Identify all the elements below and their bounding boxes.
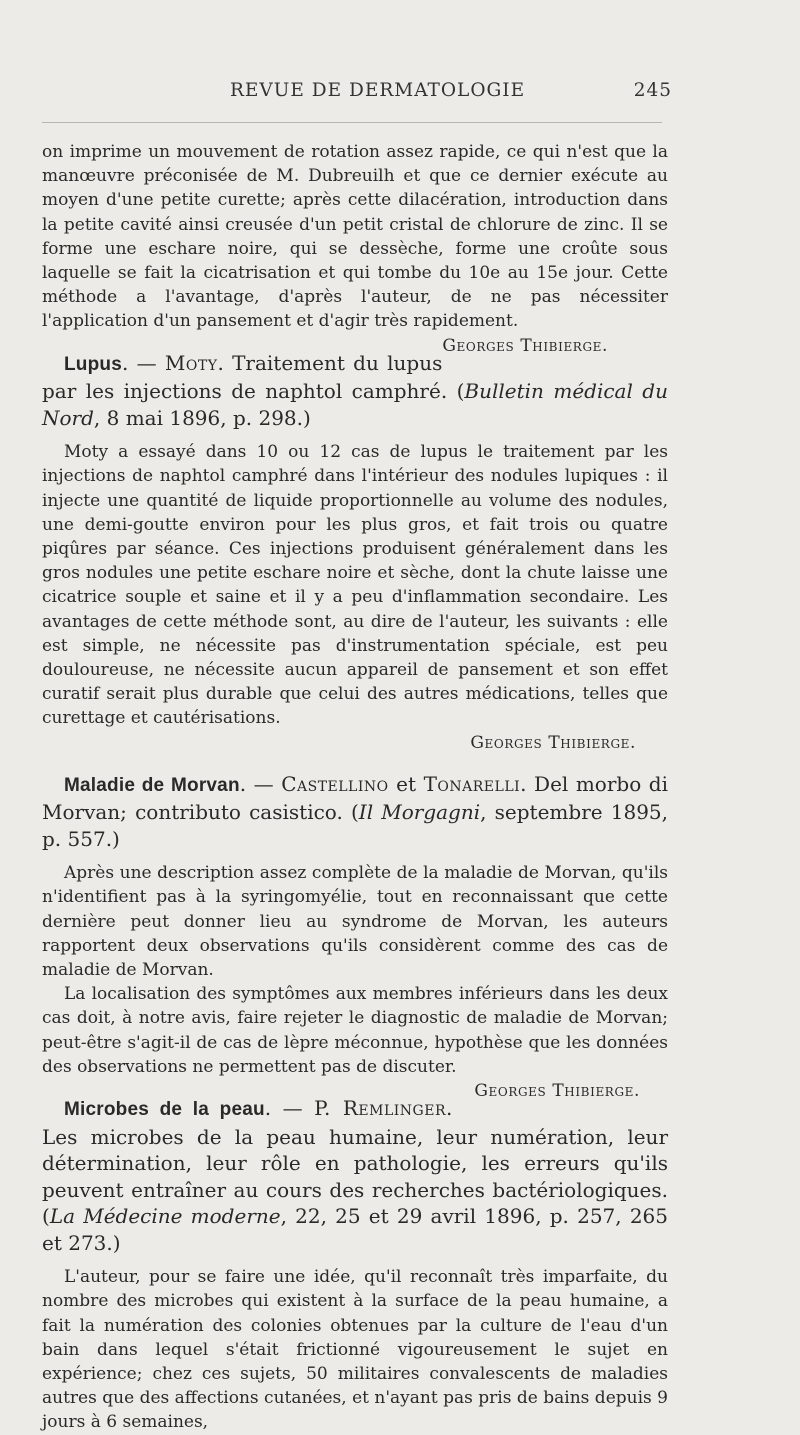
microbes-journal: La Médecine moderne bbox=[49, 1204, 281, 1229]
morvan-author-1: Castellino bbox=[281, 771, 389, 796]
lupus-dash: . — bbox=[122, 350, 165, 375]
morvan-keyword: Maladie de Morvan bbox=[64, 774, 240, 796]
intro-signature: Georges Thibierge. bbox=[442, 335, 608, 356]
page-number: 245 bbox=[633, 80, 672, 101]
article-body bbox=[42, 140, 668, 1435]
morvan-signature: Georges Thibierge. bbox=[474, 1081, 640, 1102]
lupus-keyword: Lupus bbox=[64, 353, 122, 375]
lupus-journal: Bulletin médical du Nord bbox=[42, 379, 668, 430]
running-header bbox=[42, 80, 672, 101]
lupus-author: Moty bbox=[164, 350, 218, 375]
microbes-dash: . — bbox=[264, 1096, 315, 1121]
morvan-heading bbox=[42, 771, 668, 853]
journal-title: REVUE DE DERMATOLOGIE bbox=[230, 80, 526, 101]
morvan-body-2 bbox=[42, 982, 668, 1102]
intro-text: on imprime un mouvement de rotation assez rapide, ce qui n'est que la manœuvre préconisée de M. Dubreuilh et que ce dernier exécute au moyen d'une petite curette; après cette dilacération, introduction dans la petite cavité ainsi creusée d'un petit cristal de chlorure de zinc. Il se forme une eschare noire, qui se dessèche, forme une croûte sous laquelle se fait la cicatrisation et qui tombe du 10e au 15e jour. Cette méthode a l'avantage, d'après l'auteur, de ne pas nécessiter l'application d'un pansement et d'agir très rapidement. bbox=[42, 142, 668, 332]
morvan-dash: . — bbox=[239, 771, 282, 796]
microbes-heading bbox=[42, 1095, 668, 1256]
morvan-body-2-text: La localisation des symptômes aux membres inférieurs dans les deux cas doit, à notre avis, faire rejeter le diagnostic de maladie de Morvan; peut-être s'agit-il de cas de lèpre méconnue, hypothèse que les données des observations ne permettent pas de discuter. bbox=[42, 984, 668, 1077]
intro-paragraph bbox=[42, 140, 668, 356]
header-rule bbox=[42, 122, 662, 123]
microbes-title: . Les microbes de la peau humaine, leur numération, leur détermination, leur rôle en pathologie, les erreurs qu'ils peuvent entraîner au cours des recherches bactériologiques. ( bbox=[42, 1096, 668, 1229]
morvan-citation: , septembre 1895, p. 557.) bbox=[42, 800, 668, 851]
microbes-keyword: Microbes de la peau bbox=[64, 1099, 265, 1121]
microbes-citation: , 22, 25 et 29 avril 1896, p. 257, 265 et 273.) bbox=[42, 1204, 669, 1255]
microbes-body: L'auteur, pour se faire une idée, qu'il reconnaît très imparfaite, du nombre des microbes qui existent à la surface de la peau humaine, a fait la numération des colonies obtenues par la culture de l'eau d'un bain dans lequel s'était frictionné vigoureusement le sujet en expérience; chez ces sujets, 50 militaires convalescents de maladies autres que des affections cutanées, et n'ayant pas pris de bains depuis 9 jours à 6 semaines, bbox=[42, 1267, 668, 1433]
lupus-heading bbox=[42, 350, 668, 432]
lupus-citation: , 8 mai 1896, p. 298.) bbox=[93, 405, 311, 430]
morvan-author-2: Tonarelli bbox=[423, 771, 521, 796]
morvan-title: . Del morbo di Morvan; contributo casistico. ( bbox=[42, 771, 668, 825]
lupus-body: Moty a essayé dans 10 ou 12 cas de lupus le traitement par les injections de naphtol camphré dans l'intérieur des nodules lupiques : il injecte une quantité de liquide proportionnelle au volume des nodules, une demi-goutte environ pour les plus gros, et fait trois ou quatre piqûres par séance. Ces injections produisent généralement dans les gros nodules une petite eschare noire et sèche, dont la chute laisse une cicatrice souple et saine et il y a peu d'inflammation secondaire. Les avantages de cette méthode sont, au dire de l'auteur, les suivants : elle est simple, ne nécessite pas d'instrumentation spéciale, est peu douloureuse, ne nécessite aucun appareil de pansement et son effet curatif serait plus durable que celui des autres médications, telles que curettage et cautérisations. bbox=[42, 442, 668, 729]
morvan-journal: Il Morgagni bbox=[358, 800, 481, 825]
morvan-body-1: Après une description assez complète de la maladie de Morvan, qu'ils n'identifient pas à la syringomyélie, tout en reconnaissant que cette dernière peut donner lieu au syndrome de Morvan, les auteurs rapportent deux observations qu'ils considèrent comme des cas de maladie de Morvan. bbox=[42, 863, 668, 981]
lupus-signature: Georges Thibierge. bbox=[470, 732, 636, 753]
microbes-author: P. Remlinger bbox=[314, 1096, 446, 1121]
lupus-title: . Traitement du lupus par les injections de naphtol camphré. ( bbox=[42, 350, 465, 404]
morvan-conj: et bbox=[388, 771, 424, 796]
